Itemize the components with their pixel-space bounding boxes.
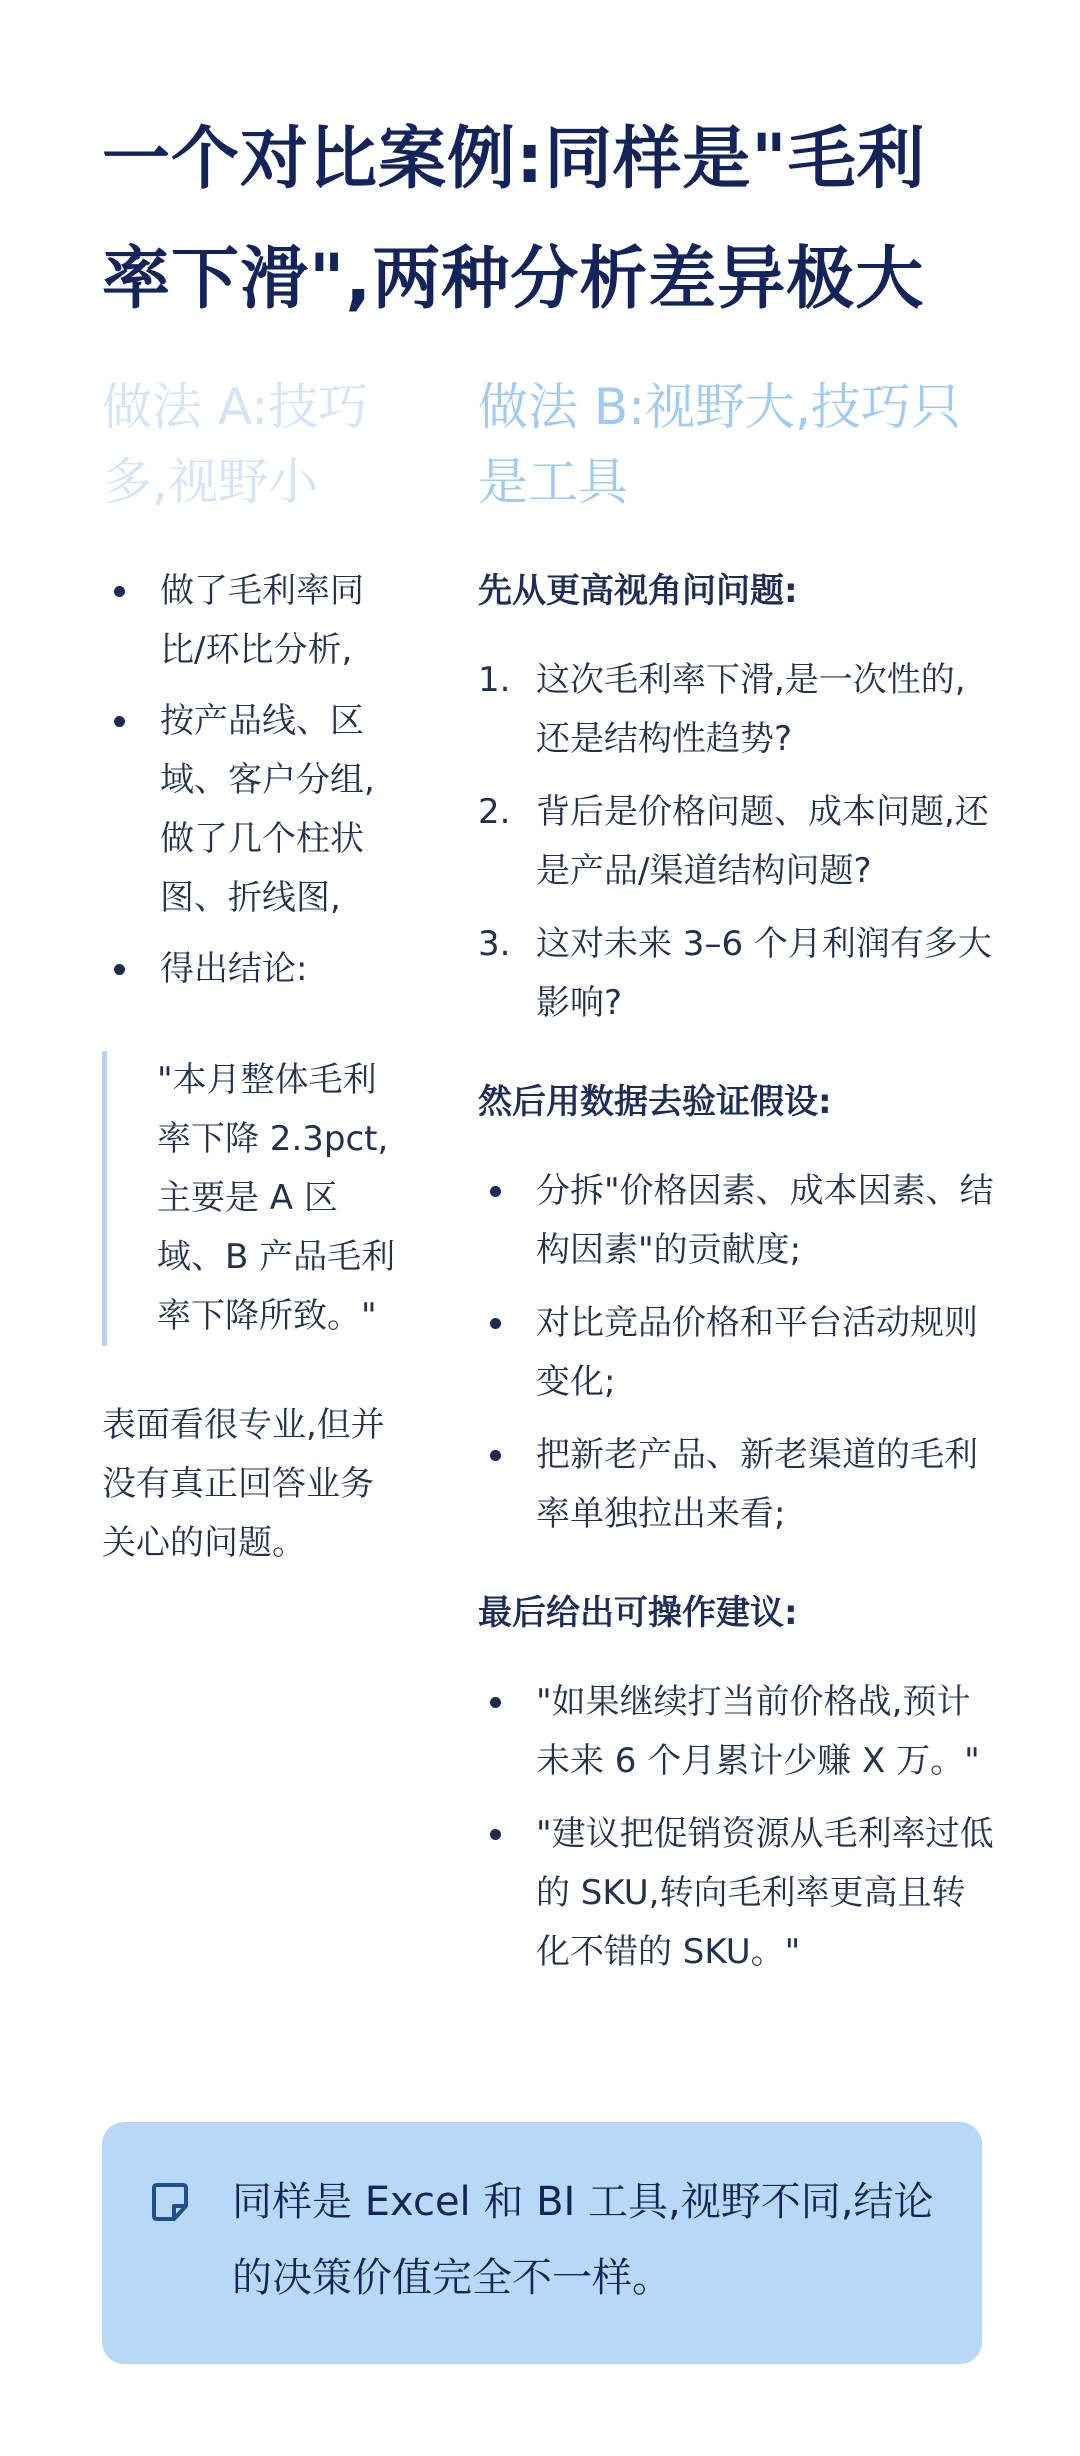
suggestion-list [478,1673,998,1982]
list-item-text: "建议把促销资源从毛利率过低的 SKU,转向毛利率更高且转化不错的 SKU。" [536,1814,994,1972]
question-list [478,651,998,1033]
bullet-dot-icon [490,1697,501,1708]
list-item [478,915,998,1033]
method-a-bullet-list [102,562,402,999]
list-item-text: 做了毛利率同比/环比分析, [160,571,364,670]
bullet-dot-icon [114,964,125,975]
page-title: 一个对比案例:同样是"毛利率下滑",两种分析差异极大 [102,120,926,319]
method-a-closing: 表面看很专业,但并没有真正回答业务关心的问题。 [102,1405,385,1563]
method-a-quote: "本月整体毛利率下降 2.3pct,主要是 A 区域、B 产品毛利率下降所致。" [102,1051,402,1346]
note-icon [148,2180,192,2224]
list-item [478,1162,998,1280]
method-a-heading: 做法 A:技巧多,视野小 [102,378,369,511]
list-item [478,1426,998,1544]
list-item-text: 背后是价格问题、成本问题,还是产品/渠道结构问题? [536,792,989,891]
section-label-validation: 然后用数据去验证假设: [478,1082,832,1122]
bullet-dot-icon [490,1450,501,1461]
list-item-text: 分拆"价格因素、成本因素、结构因素"的贡献度; [536,1171,994,1270]
list-item [478,783,998,901]
list-item [478,1294,998,1412]
list-item [478,651,998,769]
callout-text: 同样是 Excel 和 BI 工具,视野不同,结论的决策价值完全不一样。 [232,2179,934,2301]
bullet-dot-icon [114,716,125,727]
list-item-text: 对比竞品价格和平台活动规则变化; [536,1303,978,1402]
list-item-text: 得出结论: [160,949,308,989]
bullet-dot-icon [490,1186,501,1197]
list-number: 1. [478,660,511,700]
validation-list [478,1162,998,1544]
bullet-dot-icon [490,1829,501,1840]
list-number: 3. [478,924,511,964]
list-item-text: 这对未来 3–6 个月利润有多大影响? [536,924,992,1023]
section-label-suggestions: 最后给出可操作建议: [478,1593,798,1633]
list-item-text: 把新老产品、新老渠道的毛利率单独拉出来看; [536,1435,978,1534]
list-item [478,1673,998,1791]
section-label-questions: 先从更高视角问问题: [478,571,798,611]
method-b-column [478,370,998,1996]
list-item [102,940,402,999]
bullet-dot-icon [114,586,125,597]
summary-callout [102,2122,982,2364]
list-item [102,562,402,680]
method-b-heading: 做法 B:视野大,技巧只是工具 [478,378,961,511]
list-item [478,1805,998,1982]
list-item-text: "如果继续打当前价格战,预计未来 6 个月累计少赚 X 万。" [536,1682,980,1781]
bullet-dot-icon [490,1318,501,1329]
method-a-column [102,370,402,1573]
list-number: 2. [478,792,511,832]
list-item [102,692,402,928]
list-item-text: 按产品线、区域、客户分组,做了几个柱状图、折线图, [160,701,375,918]
list-item-text: 这次毛利率下滑,是一次性的,还是结构性趋势? [536,660,966,759]
